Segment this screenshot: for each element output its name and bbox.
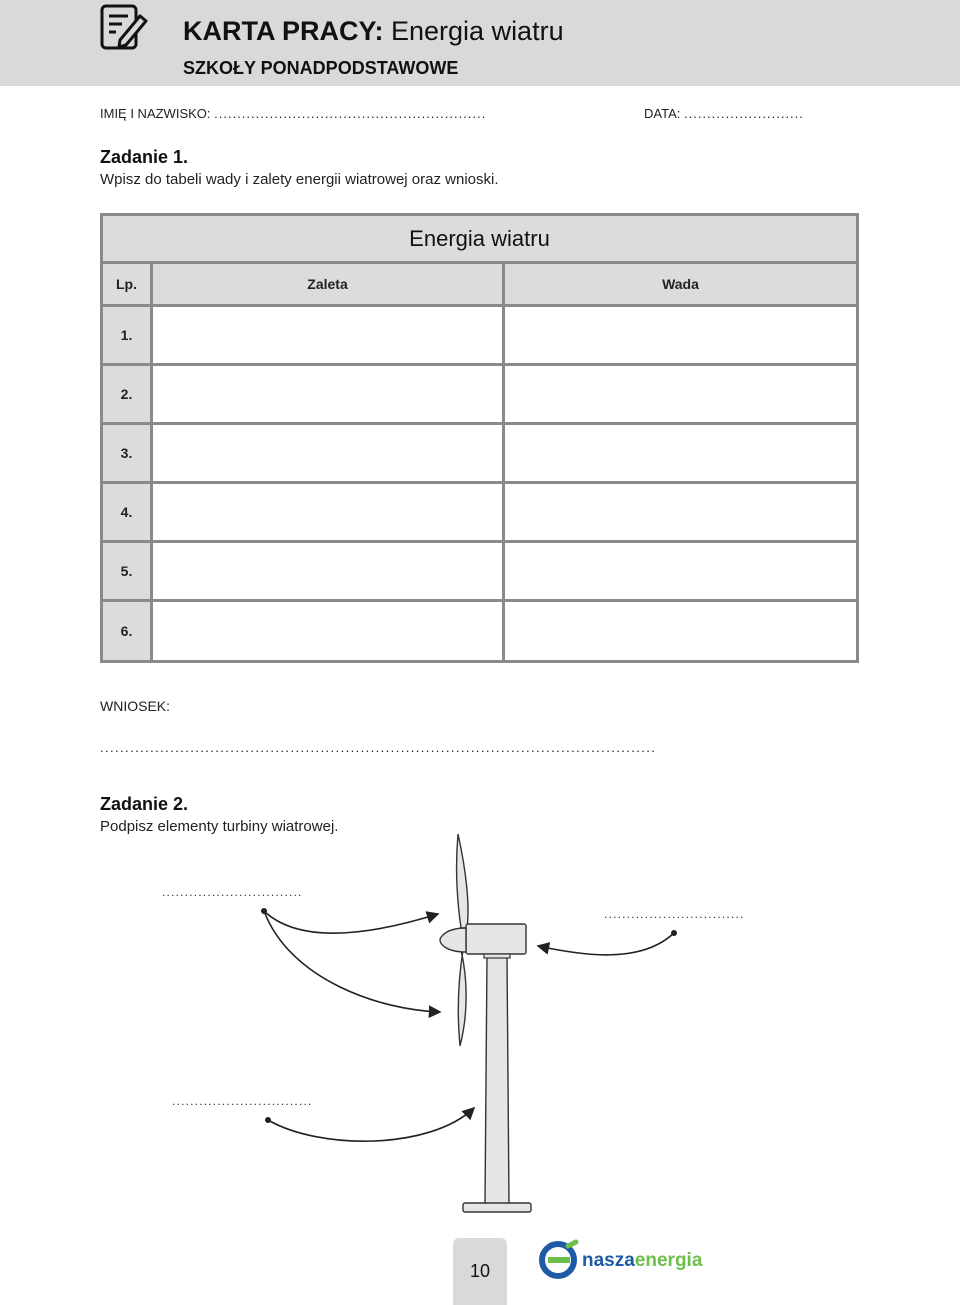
page-title xyxy=(183,16,564,47)
zaleta-cell[interactable] xyxy=(153,366,502,422)
name-dots: ........................................................... xyxy=(214,106,487,121)
row-number: 3. xyxy=(103,425,150,481)
task1-instruction: Wpisz do tabeli wady i zalety energii wiatrowej oraz wnioski. xyxy=(100,171,499,188)
title-bold: KARTA PRACY: xyxy=(183,16,384,46)
worksheet-pencil-icon xyxy=(98,2,148,52)
page-number: 10 xyxy=(453,1238,507,1305)
zaleta-cell[interactable] xyxy=(153,425,502,481)
date-dots: .......................... xyxy=(683,106,804,121)
label-line-nacelle[interactable]: ............................... xyxy=(604,907,745,921)
name-label: IMIĘ I NAZWISKO: xyxy=(100,106,211,121)
nacelle xyxy=(466,924,526,954)
tower xyxy=(485,956,509,1204)
page-subtitle: SZKOŁY PONADPODSTAWOWE xyxy=(183,58,459,78)
date-field[interactable] xyxy=(644,106,804,121)
row-number: 1. xyxy=(103,307,150,363)
conclusion-label: WNIOSEK: xyxy=(100,698,171,714)
zaleta-cell[interactable] xyxy=(153,602,502,660)
tower-base xyxy=(463,1203,531,1212)
label-line-blades[interactable]: ............................... xyxy=(162,885,303,899)
col-header-zaleta: Zaleta xyxy=(153,264,502,304)
table-title: Energia wiatru xyxy=(103,216,856,261)
conclusion-line[interactable]: ............................................................................................................... xyxy=(100,740,657,755)
title-topic: Energia wiatru xyxy=(391,16,564,46)
wada-cell[interactable] xyxy=(505,307,856,363)
hub xyxy=(440,928,466,952)
label-line-tower[interactable]: ............................... xyxy=(172,1094,313,1108)
logo-part2: energia xyxy=(634,1250,703,1271)
col-header-wada: Wada xyxy=(505,264,856,304)
zaleta-cell[interactable] xyxy=(153,484,502,540)
wada-cell[interactable] xyxy=(505,425,856,481)
header-bar xyxy=(0,0,960,86)
wada-cell[interactable] xyxy=(505,484,856,540)
row-number: 2. xyxy=(103,366,150,422)
task2-instruction: Podpisz elementy turbiny wiatrowej. xyxy=(100,818,339,835)
task1-title: Zadanie 1. xyxy=(100,147,189,167)
wind-energy-table xyxy=(100,213,859,663)
row-number: 6. xyxy=(103,602,150,660)
name-field[interactable] xyxy=(100,106,486,121)
wind-turbine-diagram xyxy=(0,820,960,1230)
date-label: DATA: xyxy=(644,106,681,121)
wada-cell[interactable] xyxy=(505,602,856,660)
logo-part1: nasza xyxy=(582,1250,635,1271)
logo-text xyxy=(582,1250,702,1272)
zaleta-cell[interactable] xyxy=(153,543,502,599)
wada-cell[interactable] xyxy=(505,543,856,599)
task2-title: Zadanie 2. xyxy=(100,794,189,814)
row-number: 5. xyxy=(103,543,150,599)
col-header-lp: Lp. xyxy=(103,264,150,304)
zaleta-cell[interactable] xyxy=(153,307,502,363)
row-number: 4. xyxy=(103,484,150,540)
wada-cell[interactable] xyxy=(505,366,856,422)
